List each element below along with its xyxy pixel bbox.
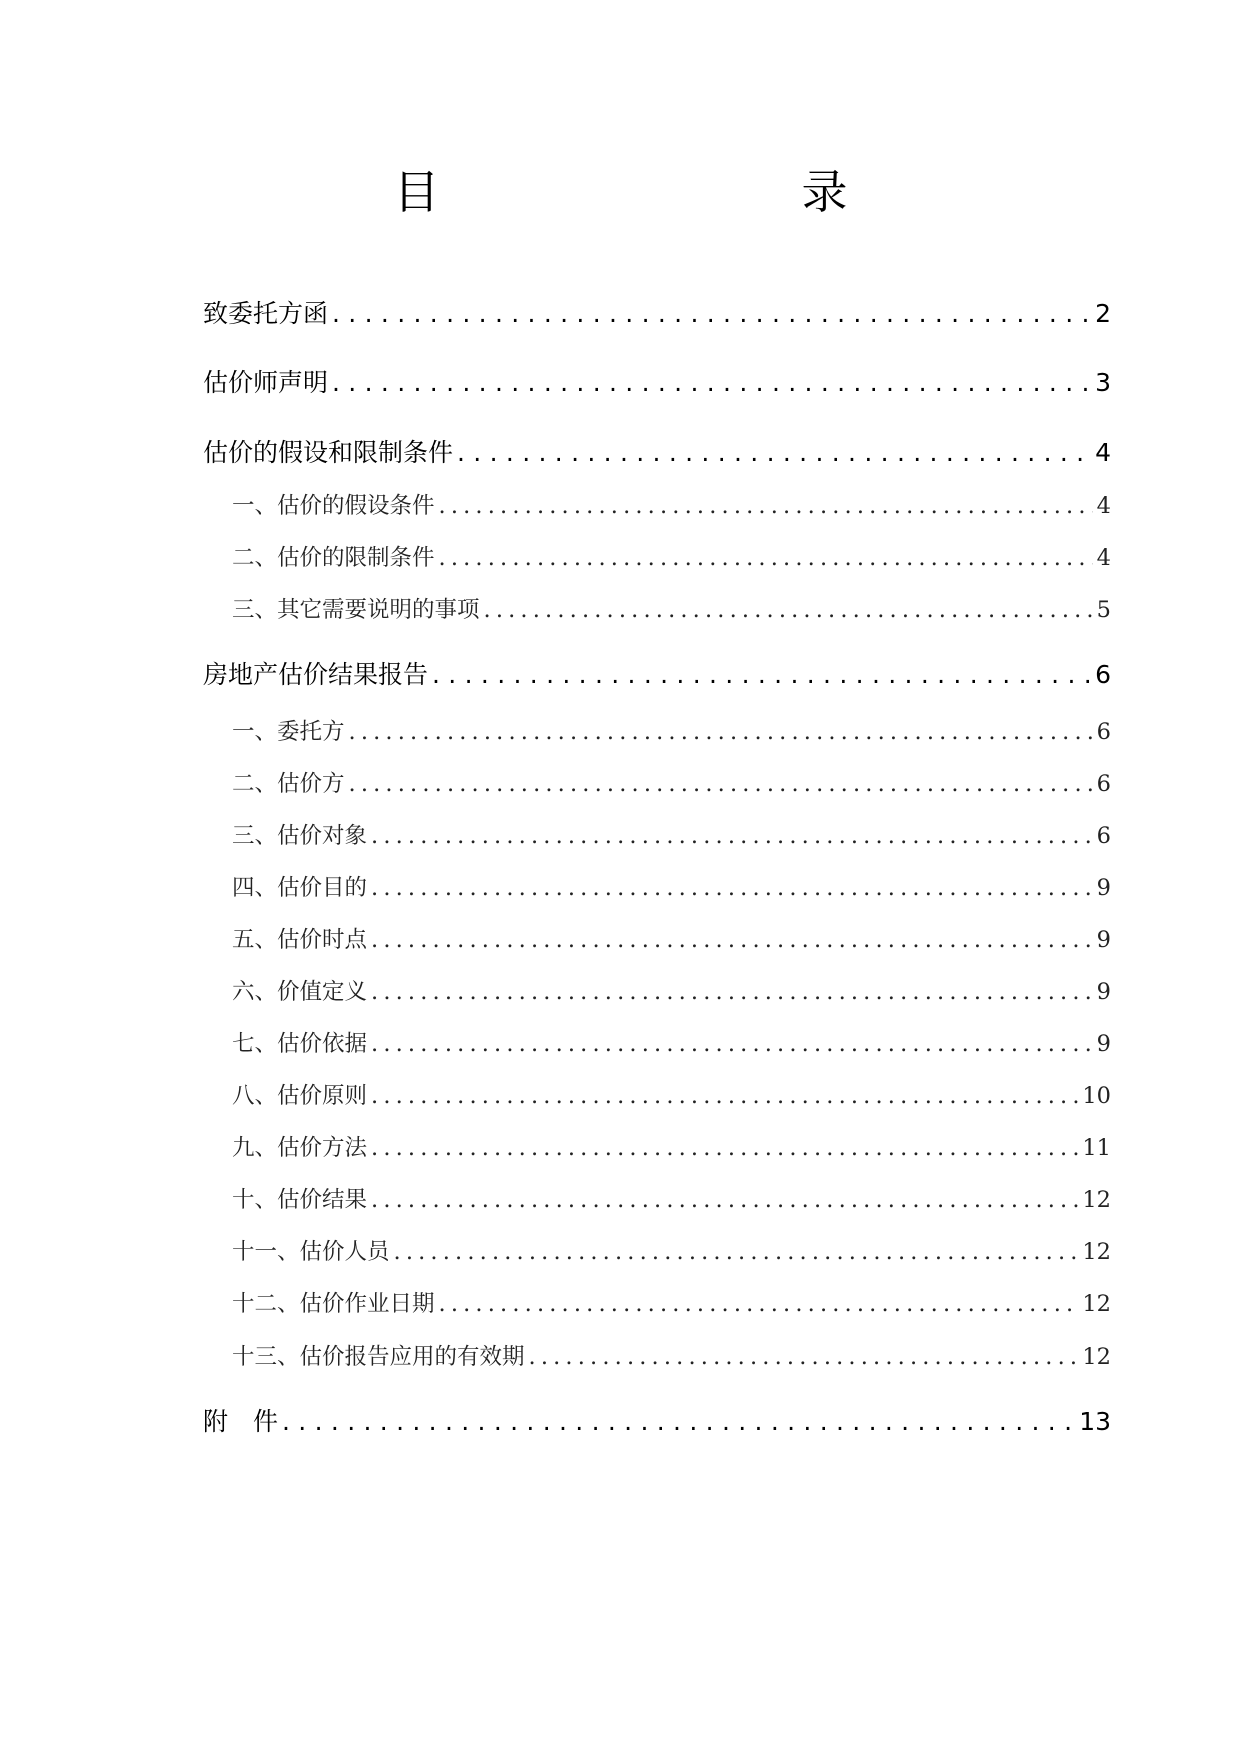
toc-page-number: 4 — [1095, 438, 1111, 467]
toc-page-number: 6 — [1096, 771, 1111, 797]
toc-dot-leader — [484, 590, 1093, 630]
toc-subentry[interactable] — [232, 712, 1111, 752]
toc-entry-label: 七、估价依据 — [232, 1031, 368, 1057]
toc-dot-leader — [394, 1232, 1079, 1272]
toc-dot-leader — [439, 486, 1093, 526]
toc-entry-label: 房地产估价结果报告 — [203, 660, 429, 689]
toc-subentry[interactable] — [232, 972, 1111, 1012]
toc-entry-label: 附 件 — [203, 1407, 279, 1436]
toc-subentry[interactable] — [232, 1337, 1111, 1377]
toc-entry-label: 十一、估价人员 — [232, 1239, 390, 1265]
toc-dot-leader — [371, 1180, 1078, 1220]
toc-page-number: 2 — [1095, 299, 1111, 328]
toc-dot-leader — [282, 1402, 1075, 1442]
toc-dot-leader — [457, 433, 1091, 473]
toc-subentry[interactable] — [232, 590, 1111, 630]
toc-page-number: 4 — [1096, 545, 1111, 571]
toc-page-number: 6 — [1096, 719, 1111, 745]
toc-entry-label: 六、价值定义 — [232, 979, 368, 1005]
toc-dot-leader — [529, 1337, 1079, 1377]
toc-entry[interactable] — [203, 1402, 1111, 1442]
toc-dot-leader — [439, 1284, 1079, 1324]
toc-subentry[interactable] — [232, 764, 1111, 804]
toc-dot-leader — [432, 655, 1091, 695]
toc-page-number: 9 — [1096, 979, 1111, 1005]
toc-dot-leader — [332, 294, 1091, 334]
toc-entry-label: 十、估价结果 — [232, 1187, 368, 1213]
toc-page-number: 6 — [1095, 660, 1111, 689]
toc-entry-label: 十三、估价报告应用的有效期 — [232, 1344, 525, 1370]
toc-dot-leader — [371, 816, 1093, 856]
toc-subentry[interactable] — [232, 538, 1111, 578]
toc-entry-label: 十二、估价作业日期 — [232, 1291, 435, 1317]
toc-entry[interactable] — [203, 294, 1111, 334]
toc-dot-leader — [439, 538, 1093, 578]
toc-entry[interactable] — [203, 433, 1111, 473]
toc-subentry[interactable] — [232, 1284, 1111, 1324]
toc-subentry[interactable] — [232, 816, 1111, 856]
toc-page-number: 13 — [1079, 1407, 1111, 1436]
toc-dot-leader — [349, 764, 1093, 804]
toc-entry-label: 一、估价的假设条件 — [232, 493, 435, 519]
toc-page-number: 11 — [1082, 1135, 1111, 1161]
toc-entry-label: 三、其它需要说明的事项 — [232, 597, 480, 623]
toc-page-number: 12 — [1082, 1239, 1111, 1265]
toc-subentry[interactable] — [232, 486, 1111, 526]
toc-dot-leader — [371, 1024, 1093, 1064]
toc-dot-leader — [371, 920, 1093, 960]
toc-entry-label: 九、估价方法 — [232, 1135, 368, 1161]
toc-page-number: 5 — [1096, 597, 1111, 623]
toc-subentry[interactable] — [232, 868, 1111, 908]
toc-entry-label: 致委托方函 — [203, 299, 329, 328]
page-title: 目 录 — [393, 165, 938, 219]
toc-entry-label: 八、估价原则 — [232, 1083, 368, 1109]
toc-page-number: 12 — [1082, 1187, 1111, 1213]
toc-page-number: 9 — [1096, 875, 1111, 901]
toc-page-number: 9 — [1096, 1031, 1111, 1057]
toc-entry-label: 二、估价的限制条件 — [232, 545, 435, 571]
toc-dot-leader — [371, 1128, 1078, 1168]
toc-entry-label: 二、估价方 — [232, 771, 345, 797]
toc-entry-label: 三、估价对象 — [232, 823, 368, 849]
toc-subentry[interactable] — [232, 1024, 1111, 1064]
toc-page-number: 9 — [1096, 927, 1111, 953]
toc-entry-label: 五、估价时点 — [232, 927, 368, 953]
toc-dot-leader — [349, 712, 1093, 752]
toc-entry[interactable] — [203, 655, 1111, 695]
toc-entry[interactable] — [203, 363, 1111, 403]
toc-subentry[interactable] — [232, 1128, 1111, 1168]
toc-dot-leader — [332, 363, 1091, 403]
toc-page-number: 12 — [1082, 1291, 1111, 1317]
toc-dot-leader — [371, 1076, 1078, 1116]
toc-entry-label: 一、委托方 — [232, 719, 345, 745]
toc-entry-label: 估价的假设和限制条件 — [203, 438, 454, 467]
toc-page-number: 3 — [1095, 368, 1111, 397]
toc-subentry[interactable] — [232, 1232, 1111, 1272]
toc-page-number: 6 — [1096, 823, 1111, 849]
toc-dot-leader — [371, 868, 1093, 908]
toc-subentry[interactable] — [232, 1180, 1111, 1220]
toc-entry-label: 估价师声明 — [203, 368, 329, 397]
toc-subentry[interactable] — [232, 920, 1111, 960]
toc-dot-leader — [371, 972, 1093, 1012]
toc-page-number: 12 — [1082, 1344, 1111, 1370]
toc-page-number: 4 — [1096, 493, 1111, 519]
toc-entry-label: 四、估价目的 — [232, 875, 368, 901]
toc-subentry[interactable] — [232, 1076, 1111, 1116]
toc-page-number: 10 — [1082, 1083, 1111, 1109]
